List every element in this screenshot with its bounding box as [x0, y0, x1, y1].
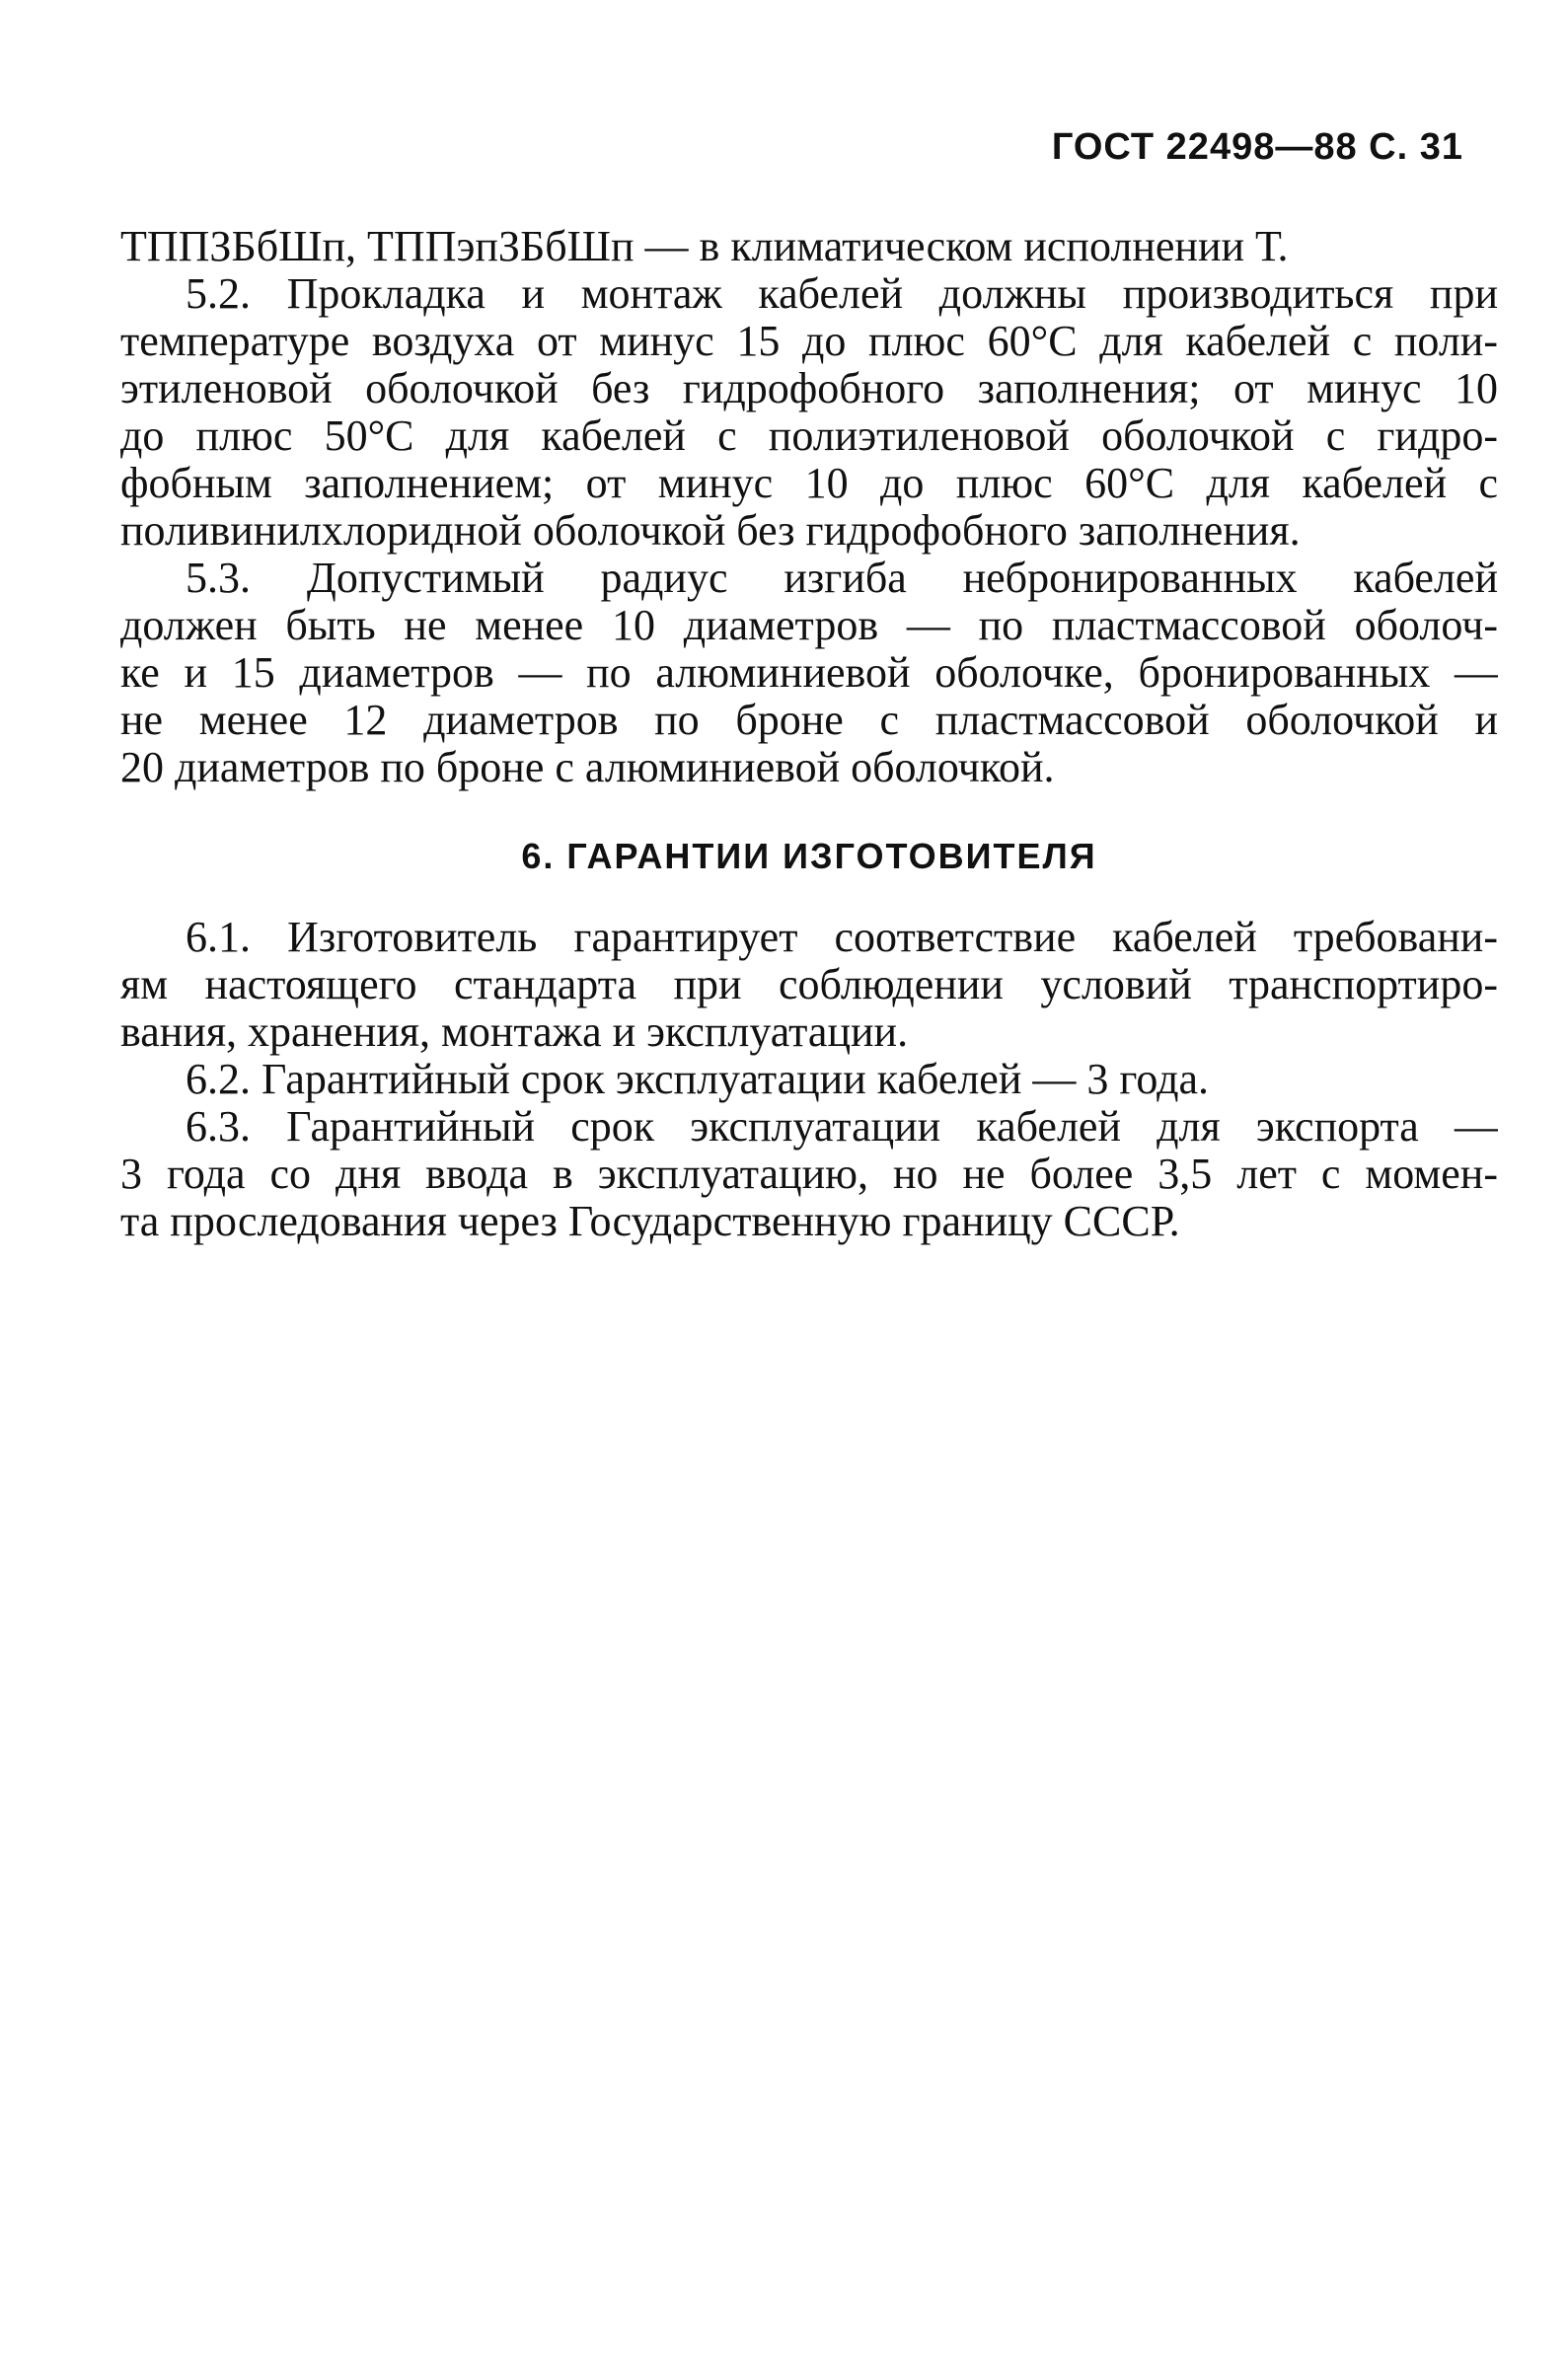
clause-5-3-line: 20 диаметров по броне с алюминиевой оболочкой. — [120, 744, 1055, 791]
clause-5-2-line: этиленовой оболочкой без гидрофобного заполнения; от минус 10 — [120, 365, 1498, 412]
clause-5-2-line: 5.2. Прокладка и монтаж кабелей должны производиться при — [186, 270, 1498, 318]
clause-5-2-line: температуре воздуха от минус 15 до плюс 60°С для кабелей с поли- — [120, 318, 1498, 365]
clause-6-1-line: 6.1. Изготовитель гарантирует соответствие кабелей требовани- — [186, 914, 1498, 961]
clause-6-3-line: та проследования через Государственную границу СССР. — [120, 1198, 1180, 1245]
clause-6-1-line: вания, хранения, монтажа и эксплуатации. — [120, 1008, 909, 1056]
clause-5-3-line: 5.3. Допустимый радиус изгиба небронированных кабелей — [186, 555, 1498, 602]
clause-5-2-line: фобным заполнением; от минус 10 до плюс 60°С для кабелей с — [120, 460, 1498, 507]
page-header: ГОСТ 22498—88 С. 31 — [1051, 126, 1463, 168]
document-body — [120, 223, 1498, 1245]
clause-6-1-line: ям настоящего стандарта при соблюдении условий транспортиро- — [120, 961, 1498, 1008]
intro-line: ТППЗБбШп, ТППэпЗБбШп — в климатическом исполнении Т. — [120, 223, 1289, 270]
clause-6-3-line: 3 года со дня ввода в эксплуатацию, но не более 3,5 лет с момен- — [120, 1151, 1498, 1198]
clause-6-2-line: 6.2. Гарантийный срок эксплуатации кабелей — 3 года. — [186, 1056, 1209, 1103]
clause-5-3-line: не менее 12 диаметров по броне с пластмассовой оболочкой и — [120, 697, 1498, 744]
clause-5-3-line: ке и 15 диаметров — по алюминиевой оболочке, бронированных — — [120, 649, 1498, 697]
clause-5-2-line: поливинилхлоридной оболочкой без гидрофобного заполнения. — [120, 507, 1301, 555]
clause-5-3-line: должен быть не менее 10 диаметров — по пластмассовой оболоч- — [120, 602, 1498, 649]
clause-5-2-line: до плюс 50°С для кабелей с полиэтиленовой оболочкой с гидро- — [120, 412, 1498, 460]
clause-6-3-line: 6.3. Гарантийный срок эксплуатации кабелей для экспорта — — [186, 1103, 1498, 1151]
section-6-heading: 6. ГАРАНТИИ ИЗГОТОВИТЕЛЯ — [521, 836, 1097, 876]
